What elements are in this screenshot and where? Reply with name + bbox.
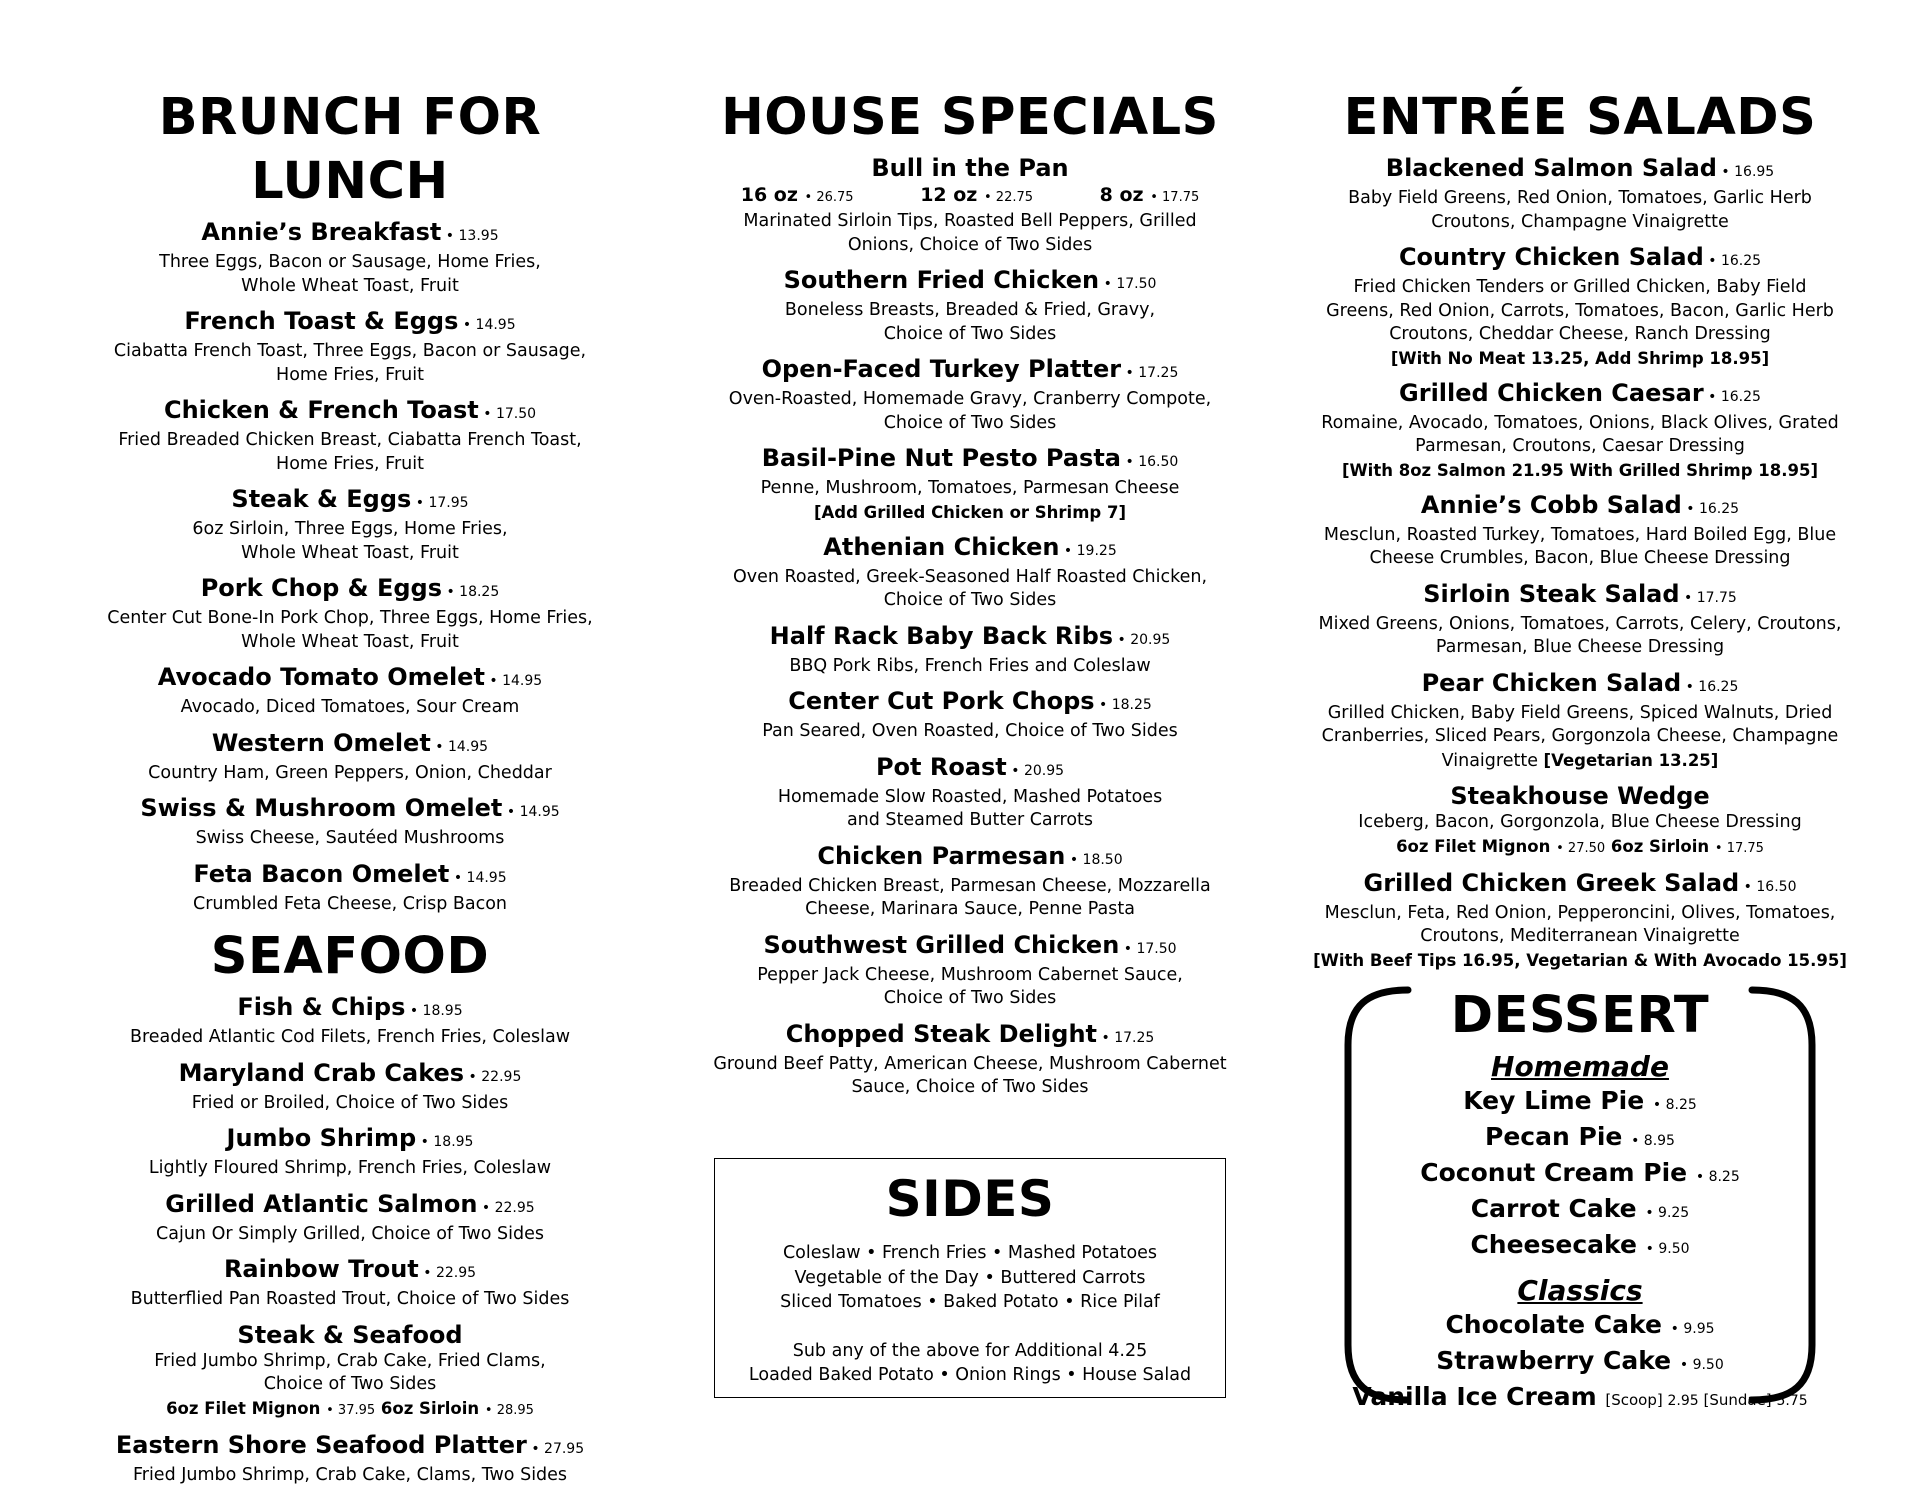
salads-list [1300,154,1860,972]
menu-item-open-faced-turkey-platter [700,355,1240,435]
item-description: Swiss Cheese, Sautéed Mushrooms [195,828,505,848]
menu-item-athenian-chicken [700,533,1240,613]
item-name: Western Omelet • 14.95 [211,728,489,757]
dessert-panel [1340,985,1820,1411]
item-price: • 14.95 [453,869,507,886]
classics-heading: Classics [1517,1274,1643,1307]
homemade-list [1340,1085,1820,1265]
dessert-item-strawberry-cake: Strawberry Cake • 9.50 [1436,1346,1724,1375]
item-price: • 17.25 [1101,1029,1155,1046]
menu-item-southern-fried-chicken [700,266,1240,346]
menu-item-grilled-atlantic-salmon [80,1190,620,1247]
item-name: French Toast & Eggs • 14.95 [184,307,516,335]
menu-item-chicken-parmesan [700,842,1240,922]
sides-line: Sub any of the above for Additional 4.25 [792,1340,1148,1361]
item-description: Avocado, Diced Tomatoes, Sour Cream [180,697,520,717]
menu-item-swiss-mushroom-omelet [80,794,620,851]
item-description: Fried Breaded Chicken Breast, Ciabatta French Toast, Home Fries, Fruit [118,430,582,474]
dessert-title: DESSERT [1450,986,1710,1045]
menu-item-basil-pine-nut-pesto-pasta [700,444,1240,524]
item-description: Grilled Chicken, Baby Field Greens, Spiced Walnuts, Dried Cranberries, Sliced Pears, Gorgonzola Cheese, Champagne Vinaigrette [Vegetarian 13.25] [1321,702,1839,771]
item-name: Steak & Seafood [237,1320,463,1349]
item-name: Center Cut Pork Chops • 18.25 [788,687,1152,715]
menu-item-jumbo-shrimp [80,1124,620,1181]
size-option: 8 oz • 17.75 [1099,184,1200,206]
left-column [80,86,620,1496]
item-description: Lightly Floured Shrimp, French Fries, Coleslaw [148,1158,552,1178]
brunch-title: BRUNCH FOR LUNCH [158,88,542,211]
item-description: Romaine, Avocado, Tomatoes, Onions, Black Olives, Grated Parmesan, Croutons, Caesar Dressing [1321,412,1839,456]
item-description: Butterflied Pan Roasted Trout, Choice of Two Sides [130,1289,570,1309]
item-name: Fish & Chips • 18.95 [237,993,463,1021]
item-note: [With Beef Tips 16.95, Vegetarian & With Avocado 15.95] [1313,950,1847,970]
item-note: [With 8oz Salmon 21.95 With Grilled Shrimp 18.95] [1341,460,1819,480]
item-description: Center Cut Bone-In Pork Chop, Three Eggs, Home Fries, Whole Wheat Toast, Fruit [107,608,593,652]
house-specials-list [700,266,1240,1100]
item-name: Chopped Steak Delight • 17.25 [785,1019,1155,1048]
menu-item-pear-chicken-salad [1300,669,1860,774]
item-description: Three Eggs, Bacon or Sausage, Home Fries, Whole Wheat Toast, Fruit [159,252,541,296]
menu-item-french-toast-eggs [80,307,620,387]
item-name: Blackened Salmon Salad • 16.95 [1385,154,1775,182]
item-name: Country Chicken Salad • 16.25 [1398,243,1762,271]
item-price: • 14.95 [462,317,516,333]
item-price: • 16.25 [1708,253,1762,269]
item-name: Basil-Pine Nut Pesto Pasta • 16.50 [761,444,1179,472]
menu-item-rainbow-trout [80,1255,620,1312]
homemade-heading: Homemade [1491,1050,1669,1083]
item-description: Homemade Slow Roasted, Mashed Potatoes and Steamed Butter Carrots [777,786,1163,830]
item-name: Southwest Grilled Chicken • 17.50 [763,930,1177,959]
menu-item-fish-chips [80,993,620,1050]
item-name: Swiss & Mushroom Omelet • 14.95 [140,794,560,822]
menu-item-feta-bacon-omelet [80,860,620,917]
item-price: • 16.25 [1708,388,1761,405]
menu-item-steak-eggs [80,485,620,565]
house-specials-title: HOUSE SPECIALS [721,88,1219,147]
sides-line: Vegetable of the Day • Buttered Carrots [794,1267,1146,1288]
item-price: • 16.25 [1685,678,1739,695]
dessert-item-key-lime-pie: Key Lime Pie • 8.25 [1463,1086,1697,1115]
dessert-item-pecan-pie: Pecan Pie • 8.95 [1485,1122,1675,1151]
item-description: Iceberg, Bacon, Gorgonzola, Blue Cheese Dressing [1358,812,1802,832]
menu-item-annie-s-cobb-salad [1300,491,1860,571]
item-price: • 18.25 [446,584,500,600]
item-price: • 22.95 [423,1265,477,1281]
middle-column [700,86,1240,1109]
item-price: • 16.95 [1721,164,1775,180]
item-price: • 16.25 [1686,500,1740,517]
item-name: Annie’s Cobb Salad • 16.25 [1420,490,1740,519]
item-description: BBQ Pork Ribs, French Fries and Coleslaw [789,655,1151,676]
item-price: • 18.95 [409,1003,463,1019]
item-description: Pepper Jack Cheese, Mushroom Cabernet Sauce, Choice of Two Sides [757,964,1183,1008]
item-note: [With No Meat 13.25, Add Shrimp 18.95] [1390,348,1770,368]
item-price: • 14.95 [489,673,543,689]
item-name: Bull in the Pan [871,154,1069,182]
menu-item-steakhouse-wedge [1300,782,1860,860]
menu-item-avocado-tomato-omelet [80,663,620,720]
item-price: • 20.95 [1117,631,1171,648]
item-name: Grilled Chicken Greek Salad • 16.50 [1363,868,1797,897]
item-price: • 14.95 [506,804,560,820]
menu-item-chicken-french-toast [80,396,620,476]
item-price: • 16.50 [1743,878,1797,895]
item-name: Pear Chicken Salad • 16.25 [1421,668,1739,697]
item-description: Cajun Or Simply Grilled, Choice of Two Sides [156,1223,544,1244]
item-price: • 22.95 [481,1199,535,1216]
dessert-item-carrot-cake: Carrot Cake • 9.25 [1470,1194,1690,1223]
item-name: Jumbo Shrimp • 18.95 [226,1124,474,1152]
item-price: • 18.25 [1098,697,1152,713]
item-options: 6oz Filet Mignon • 37.95 6oz Sirloin • 28.95 [166,1398,534,1418]
item-price: • 19.25 [1063,542,1117,559]
item-name: Annie’s Breakfast • 13.95 [201,218,499,246]
item-description: Marinated Sirloin Tips, Roasted Bell Peppers, Grilled Onions, Choice of Two Sides [743,211,1197,255]
item-name: Sirloin Steak Salad • 17.75 [1423,579,1737,608]
item-description: Fried Jumbo Shrimp, Crab Cake, Fried Clams, Choice of Two Sides [154,1350,546,1394]
size-options [700,183,1240,210]
sides-title: SIDES [885,1170,1055,1228]
item-description: Penne, Mushroom, Tomatoes, Parmesan Cheese [760,478,1180,498]
menu-item-half-rack-baby-back-ribs [700,622,1240,679]
item-description: Fried Chicken Tenders or Grilled Chicken, Baby Field Greens, Red Onion, Carrots, Tomatoes, Bacon, Garlic Herb Croutons, Cheddar Cheese, Ranch Dressing [1326,277,1834,344]
menu-item-annie-s-breakfast [80,218,620,298]
item-options: 6oz Filet Mignon • 27.50 6oz Sirloin • 17.75 [1396,836,1764,856]
item-name: Feta Bacon Omelet • 14.95 [193,859,507,888]
menu-item-center-cut-pork-chops [700,687,1240,744]
item-name: Grilled Atlantic Salmon • 22.95 [165,1189,535,1218]
seafood-list [80,993,620,1487]
dessert-item-chocolate-cake: Chocolate Cake • 9.95 [1445,1310,1715,1339]
item-price: • 17.95 [415,495,469,511]
item-description: Breaded Atlantic Cod Filets, French Fries, Coleslaw [129,1027,571,1047]
item-name: Southern Fried Chicken • 17.50 [783,266,1157,294]
item-name: Grilled Chicken Caesar • 16.25 [1399,378,1761,407]
dessert-item-cheesecake: Cheesecake • 9.50 [1470,1230,1690,1259]
right-column [1300,86,1860,981]
item-description: Pan Seared, Oven Roasted, Choice of Two Sides [762,721,1178,741]
item-price: • 17.75 [1684,589,1737,606]
item-price: • 17.50 [1103,276,1157,292]
seafood-title: SEAFOOD [210,927,490,986]
item-description: Crumbled Feta Cheese, Crisp Bacon [192,893,508,914]
classics-list [1340,1309,1820,1381]
item-price: • 14.95 [435,738,489,755]
menu-item-blackened-salmon-salad [1300,154,1860,234]
dessert-item-coconut-cream-pie: Coconut Cream Pie • 8.25 [1420,1158,1740,1187]
menu-item-western-omelet [80,729,620,786]
menu-item-steak-seafood [80,1321,620,1422]
item-description: Fried or Broiled, Choice of Two Sides [191,1092,509,1113]
item-price: • 13.95 [445,228,499,244]
item-name: Avocado Tomato Omelet • 14.95 [157,663,543,691]
item-price: • 17.25 [1125,365,1179,381]
item-description: Country Ham, Green Peppers, Onion, Cheddar [148,762,552,783]
item-description: Mixed Greens, Onions, Tomatoes, Carrots, Celery, Croutons, Parmesan, Blue Cheese Dressing [1318,613,1842,657]
menu-item-sirloin-steak-salad [1300,580,1860,660]
item-description: Mesclun, Feta, Red Onion, Pepperoncini, Olives, Tomatoes, Croutons, Mediterranean Vinaigrette [1324,902,1836,946]
item-name: Chicken & French Toast • 17.50 [163,396,537,424]
menu-item-chopped-steak-delight [700,1020,1240,1100]
item-description: 6oz Sirloin, Three Eggs, Home Fries, Whole Wheat Toast, Fruit [192,519,508,563]
item-price: • 17.50 [1123,940,1177,957]
item-description: Fried Jumbo Shrimp, Crab Cake, Clams, Two Sides [132,1464,568,1485]
item-name: Athenian Chicken • 19.25 [823,532,1117,561]
dessert-item-vanilla-ice-cream: Vanilla Ice Cream [Scoop] 2.95 [Sundae] 5.75 [1352,1382,1808,1411]
item-description: Ground Beef Patty, American Cheese, Mushroom Cabernet Sauce, Choice of Two Sides [713,1053,1227,1097]
sides-line: Loaded Baked Potato • Onion Rings • House Salad [748,1365,1192,1385]
item-note: [Vegetarian 13.25] [1543,750,1719,770]
item-price: • 27.95 [531,1440,585,1457]
item-note: [Add Grilled Chicken or Shrimp 7] [814,502,1126,522]
item-price: • 20.95 [1011,762,1065,779]
item-name: Eastern Shore Seafood Platter • 27.95 [115,1430,585,1459]
item-description: Mesclun, Roasted Turkey, Tomatoes, Hard Boiled Egg, Blue Cheese Crumbles, Bacon, Blue Cheese Dressing [1323,524,1837,568]
item-description: Oven Roasted, Greek-Seasoned Half Roasted Chicken, Choice of Two Sides [732,566,1208,610]
item-price: • 17.50 [483,406,537,422]
item-name: Chicken Parmesan • 18.50 [817,841,1123,870]
sides-list [715,1241,1225,1388]
item-name: Half Rack Baby Back Ribs • 20.95 [769,621,1171,650]
dessert-content [1340,985,1820,1417]
size-option: 16 oz • 26.75 [740,184,854,206]
item-name: Steakhouse Wedge [1450,782,1710,810]
item-name: Maryland Crab Cakes • 22.95 [178,1058,522,1087]
brunch-list [80,218,620,916]
item-price: • 18.95 [420,1134,474,1150]
menu-item-grilled-chicken-caesar [1300,379,1860,482]
item-description: Boneless Breasts, Breaded & Fried, Gravy, Choice of Two Sides [784,300,1156,344]
item-name: Pork Chop & Eggs • 18.25 [200,574,500,602]
sides-line: Sliced Tomatoes • Baked Potato • Rice Pilaf [780,1292,1160,1312]
size-option: 12 oz • 22.75 [920,184,1034,206]
menu-item-country-chicken-salad [1300,243,1860,370]
sides-line: Coleslaw • French Fries • Mashed Potatoes [782,1243,1158,1263]
item-name: Steak & Eggs • 17.95 [231,485,469,513]
item-price: • 18.50 [1069,851,1123,868]
menu-item-southwest-grilled-chicken [700,931,1240,1011]
menu-item-pot-roast [700,753,1240,833]
menu-item-eastern-shore-seafood-platter [80,1431,620,1488]
item-description: Baby Field Greens, Red Onion, Tomatoes, Garlic Herb Croutons, Champagne Vinaigrette [1348,188,1812,232]
menu-item-bull-in-the-pan [700,154,1240,257]
item-name: Pot Roast • 20.95 [875,752,1065,781]
menu-item-maryland-crab-cakes [80,1059,620,1116]
menu-item-pork-chop-eggs [80,574,620,654]
item-description: Ciabatta French Toast, Three Eggs, Bacon or Sausage, Home Fries, Fruit [113,341,587,385]
entree-salads-title: ENTRÉE SALADS [1343,88,1817,147]
item-name: Rainbow Trout • 22.95 [223,1255,477,1283]
item-description: Breaded Chicken Breast, Parmesan Cheese, Mozzarella Cheese, Marinara Sauce, Penne Pasta [729,875,1211,919]
menu-item-grilled-chicken-greek-salad [1300,869,1860,972]
item-price: • 16.50 [1125,454,1179,470]
item-description: Oven-Roasted, Homemade Gravy, Cranberry Compote, Choice of Two Sides [728,389,1212,433]
item-name: Open-Faced Turkey Platter • 17.25 [761,355,1179,383]
item-price: • 22.95 [468,1068,522,1085]
sides-box [714,1158,1226,1398]
